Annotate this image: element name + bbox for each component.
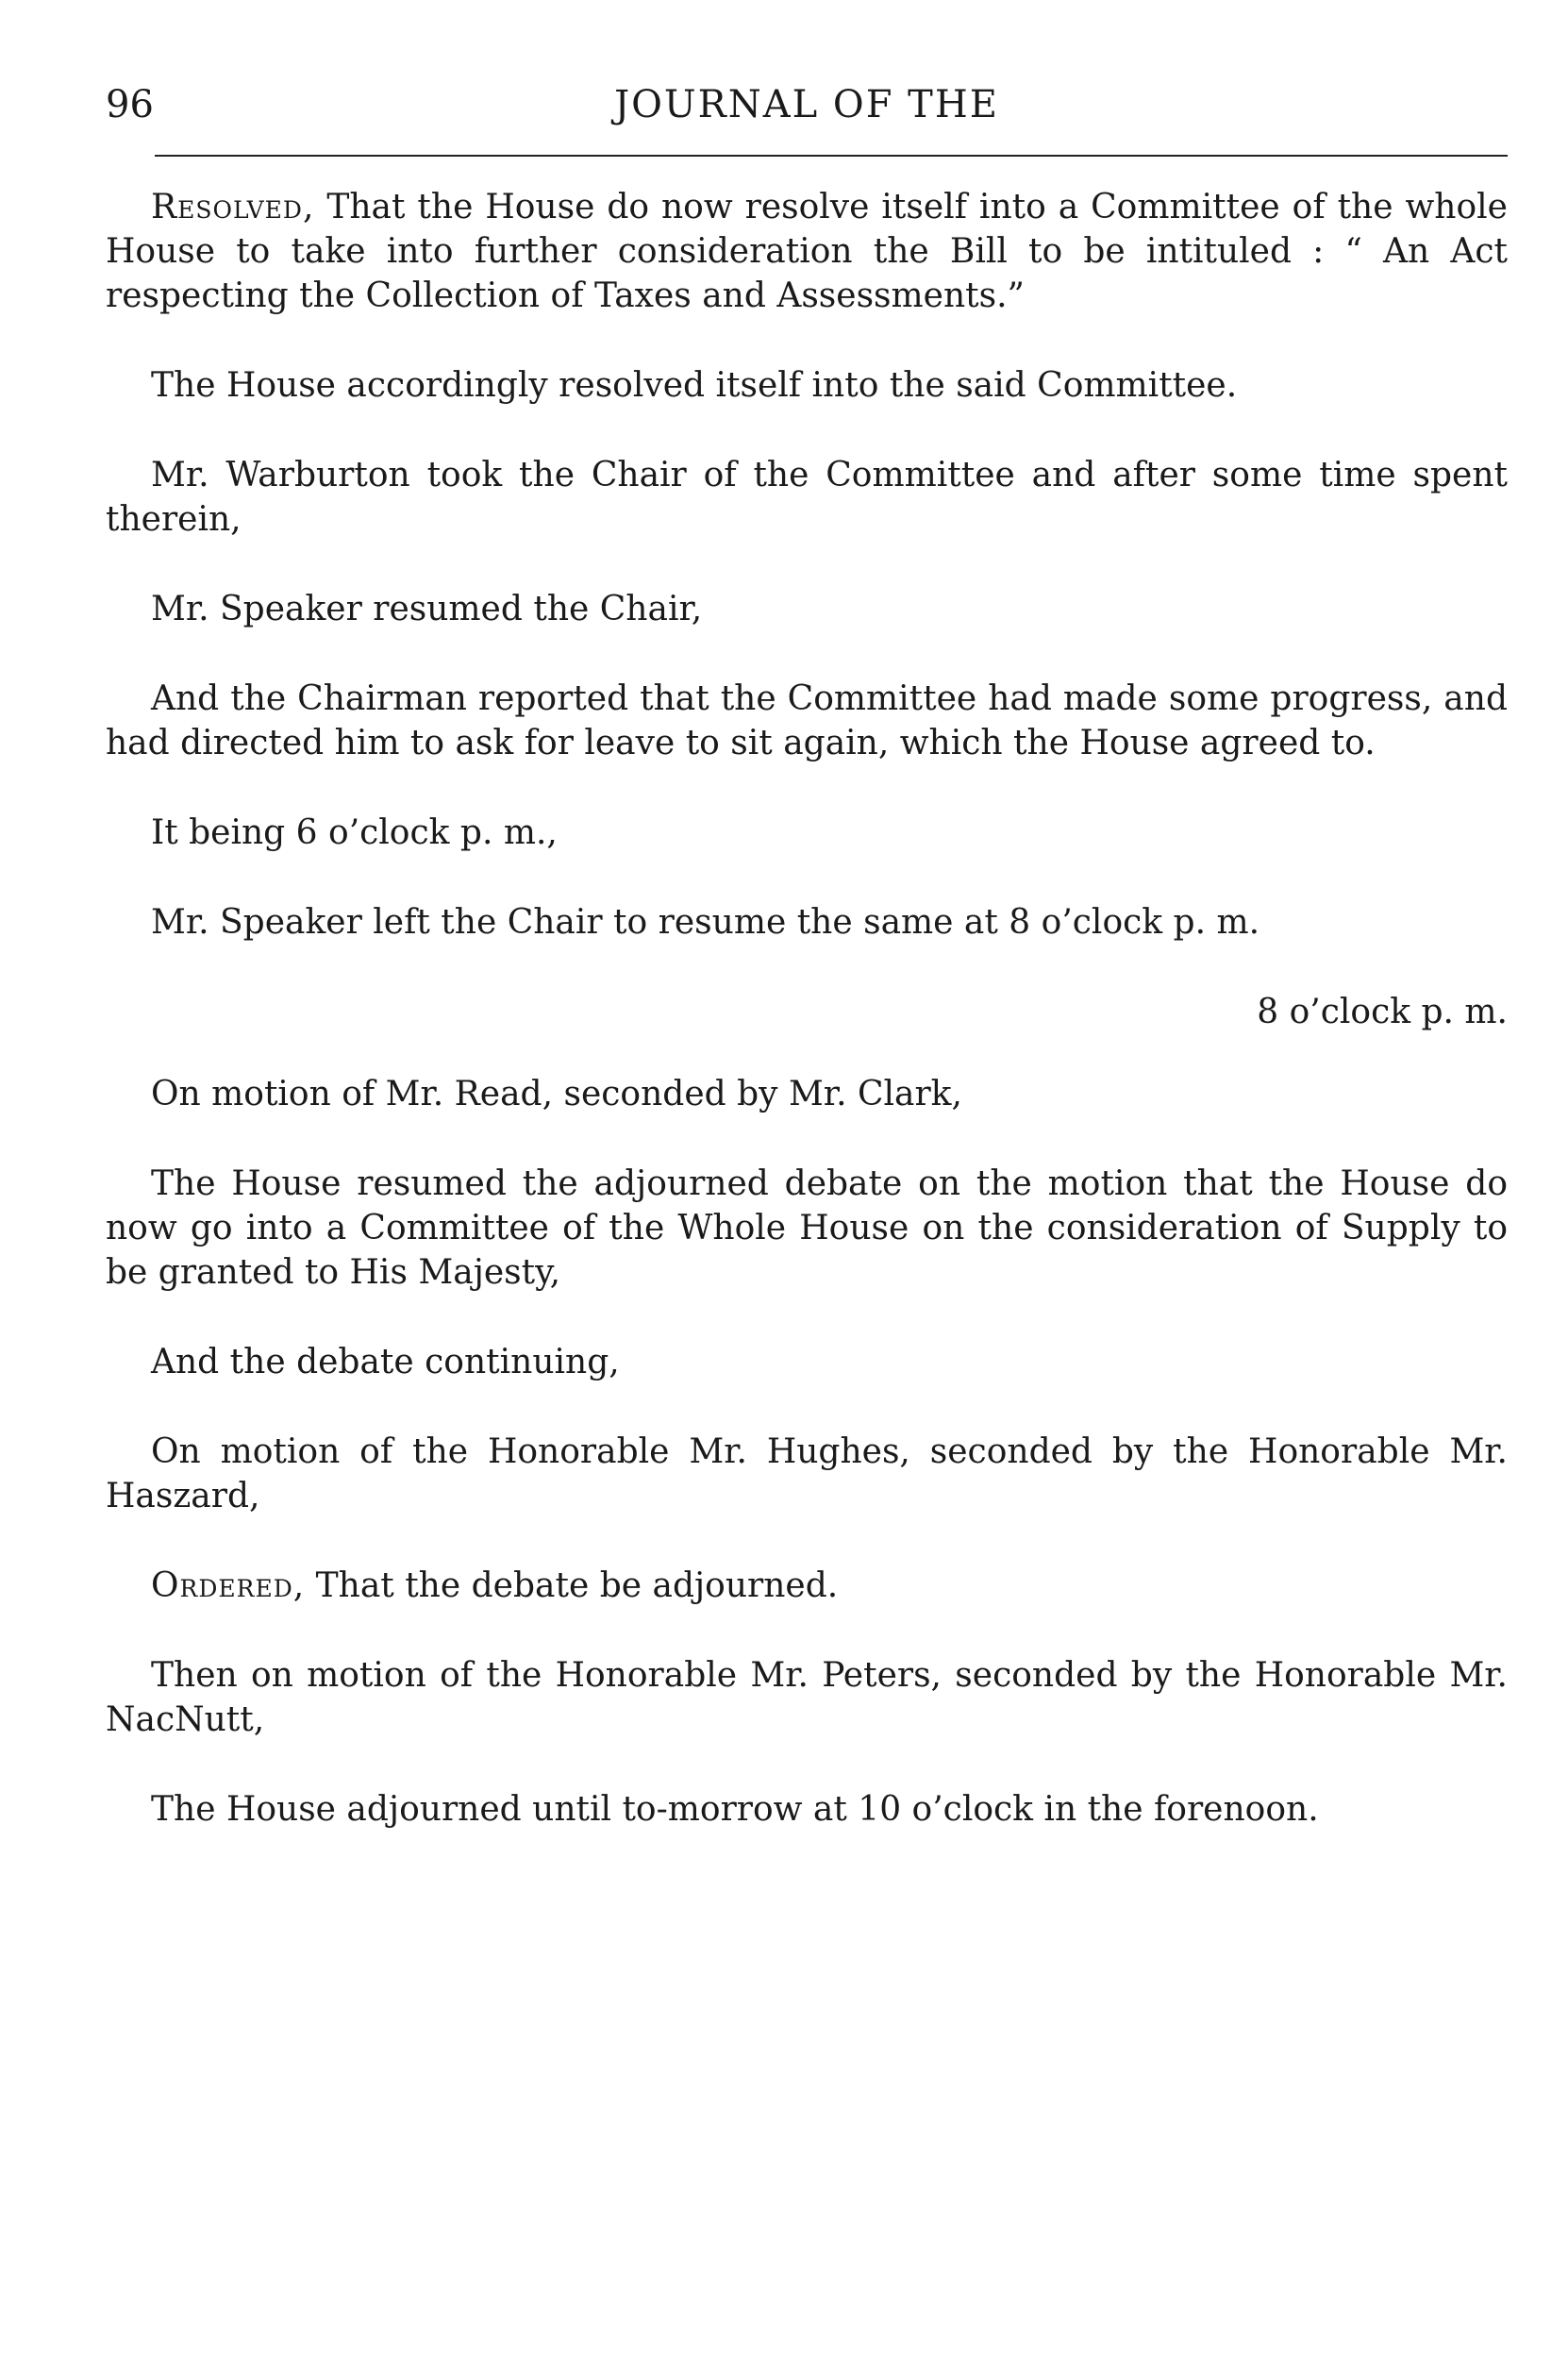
page-number: 96 (106, 83, 154, 126)
time-marker: 8 o’clock p. m. (1257, 993, 1508, 1031)
page-header (106, 77, 1508, 134)
journal-page (106, 0, 1508, 2360)
paragraph: Mr. Speaker left the Chair to resume the same at 8 o’clock p. m. (151, 903, 1260, 942)
running-head: JOURNAL OF THE (614, 83, 999, 126)
ordered-lead: Ordered, (151, 1566, 306, 1605)
paragraph: And the Chairman reported that the Committee had made some progress, and had directed him to ask for leave to sit again, which the House agreed to. (106, 679, 1508, 762)
paragraph-ordered (106, 1564, 1508, 1608)
paragraph: Mr. Warburton took the Chair of the Committee and after some time spent therein, (106, 456, 1508, 539)
paragraph: Then on motion of the Honorable Mr. Peters, seconded by the Honorable Mr. NacNutt, (106, 1656, 1508, 1739)
paragraph: Mr. Speaker resumed the Chair, (151, 590, 703, 628)
paragraph: And the debate continuing, (151, 1343, 620, 1381)
paragraph-text: That the House do now resolve itself into a Committee of the whole House to take into further consideration the Bill to be intituled : “ An Act respecting the Collection of Taxes and Assessments.” (106, 188, 1508, 315)
paragraph: The House accordingly resolved itself into the said Committee. (151, 366, 1238, 405)
paragraph: On motion of the Honorable Mr. Hughes, seconded by the Honorable Mr. Haszard, (106, 1432, 1508, 1515)
resolved-lead: Resolved, (151, 188, 315, 226)
paragraph: It being 6 o’clock p. m., (151, 813, 558, 852)
paragraph-text: That the debate be adjourned. (305, 1566, 839, 1605)
paragraph: On motion of Mr. Read, seconded by Mr. Clark, (151, 1075, 962, 1113)
journal-body (106, 185, 1508, 1877)
header-rule (155, 155, 1508, 157)
paragraph: The House resumed the adjourned debate on the motion that the House do now go into a Committee of the Whole House on the consideration of Supply to be granted to His Majesty, (106, 1164, 1508, 1292)
paragraph: The House adjourned until to-morrow at 10 o’clock in the forenoon. (151, 1790, 1319, 1829)
paragraph-resolved (106, 185, 1508, 318)
